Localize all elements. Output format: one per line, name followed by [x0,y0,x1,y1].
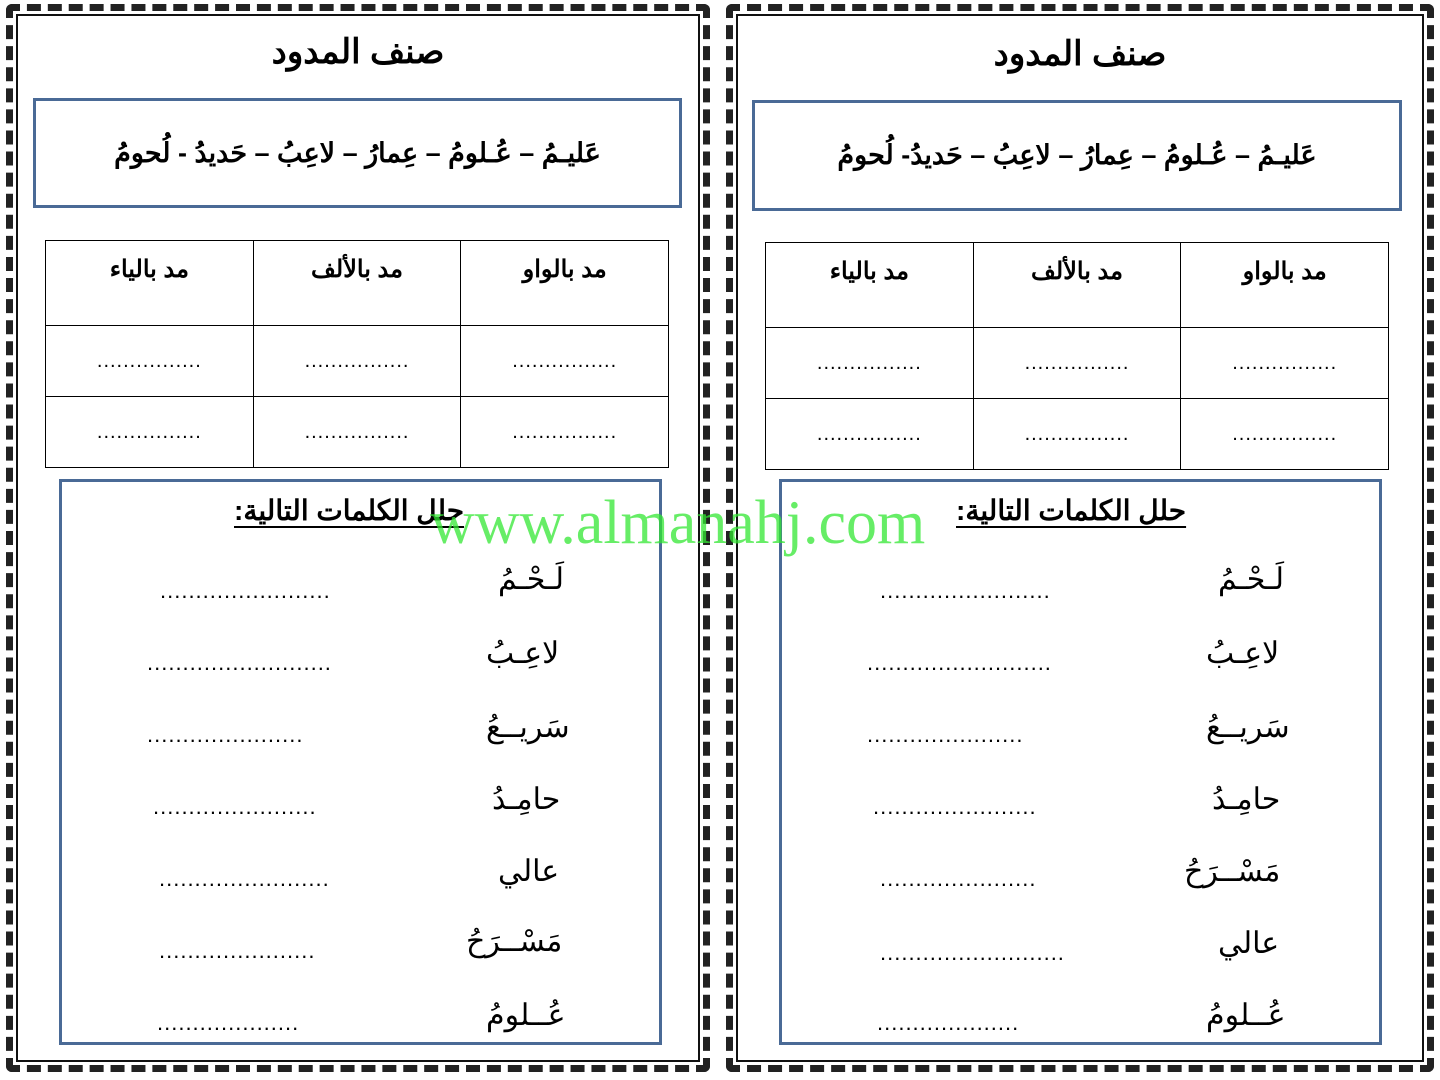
answer-blank[interactable]: ................ [1181,399,1389,470]
answer-blank[interactable]: ........................ [159,866,330,891]
analysis-box [779,479,1382,1045]
word-list-box: عَليـمُ – عُـلومُ – عِمارُ – لاعِبُ – حَديدُ - لُحومُ [33,98,682,208]
page-title: صنف المدود [993,35,1167,73]
answer-blank[interactable]: .......................... [867,650,1052,675]
answer-blank[interactable]: ........................ [880,578,1051,603]
word-item: عُــلومُ [1206,999,1286,1032]
answer-blank[interactable]: ................ [973,399,1181,470]
analysis-heading: حلل الكلمات التالية: [234,495,465,526]
answer-blank[interactable]: ................ [461,326,669,397]
word-item: عالي [498,855,560,888]
header-yaa: مد بالياء [46,241,254,326]
answer-blank[interactable]: ....................... [873,794,1037,819]
word-item: حامِـدُ [492,783,561,816]
answer-blank[interactable]: ................ [766,399,974,470]
header-yaa: مد بالياء [766,243,974,328]
answer-blank[interactable]: ...................... [159,938,316,963]
answer-blank[interactable]: ................ [46,326,254,397]
classification-table [45,240,669,468]
answer-blank[interactable]: ...................... [867,722,1024,747]
answer-blank[interactable]: ................ [461,397,669,468]
answer-blank[interactable]: ................ [766,328,974,399]
answer-blank[interactable]: ...................... [880,866,1037,891]
analysis-heading: حلل الكلمات التالية: [956,495,1187,526]
classification-table [765,242,1389,470]
header-alef: مد بالألف [253,241,461,326]
header-waw: مد بالواو [1181,243,1389,328]
answer-blank[interactable]: .................... [877,1010,1020,1035]
answer-blank[interactable]: .......................... [880,940,1065,965]
word-item: عُــلومُ [486,999,566,1032]
word-item: لَـحْـمُ [1218,563,1285,596]
word-item: مَسْــرَحُ [1184,855,1281,888]
answer-blank[interactable]: ........................ [160,578,331,603]
word-item: لاعِـبُ [486,637,560,670]
answer-blank[interactable]: ................ [253,397,461,468]
word-item: عالي [1218,927,1280,960]
word-item: لَـحْـمُ [498,563,565,596]
answer-blank[interactable]: ................ [253,326,461,397]
answer-blank[interactable]: ....................... [153,794,317,819]
answer-blank[interactable]: ................ [973,328,1181,399]
answer-blank[interactable]: ................ [1181,328,1389,399]
watermark: www.almanahj.com [430,489,926,557]
answer-blank[interactable]: ...................... [147,722,304,747]
word-item: لاعِـبُ [1206,637,1280,670]
answer-blank[interactable]: ................ [46,397,254,468]
word-item: سَريــعُ [486,711,570,744]
word-list-box: عَليـمُ – عُـلومُ – عِمارُ – لاعِبُ – حَديدُ- لُحومُ [752,100,1402,211]
page-title: صنف المدود [271,33,445,71]
answer-blank[interactable]: .......................... [147,650,332,675]
word-item: مَسْــرَحُ [466,925,563,958]
answer-blank[interactable]: .................... [157,1010,300,1035]
header-alef: مد بالألف [973,243,1181,328]
word-item: حامِـدُ [1212,783,1281,816]
analysis-box [59,479,662,1045]
header-waw: مد بالواو [461,241,669,326]
word-item: سَريــعُ [1206,711,1290,744]
